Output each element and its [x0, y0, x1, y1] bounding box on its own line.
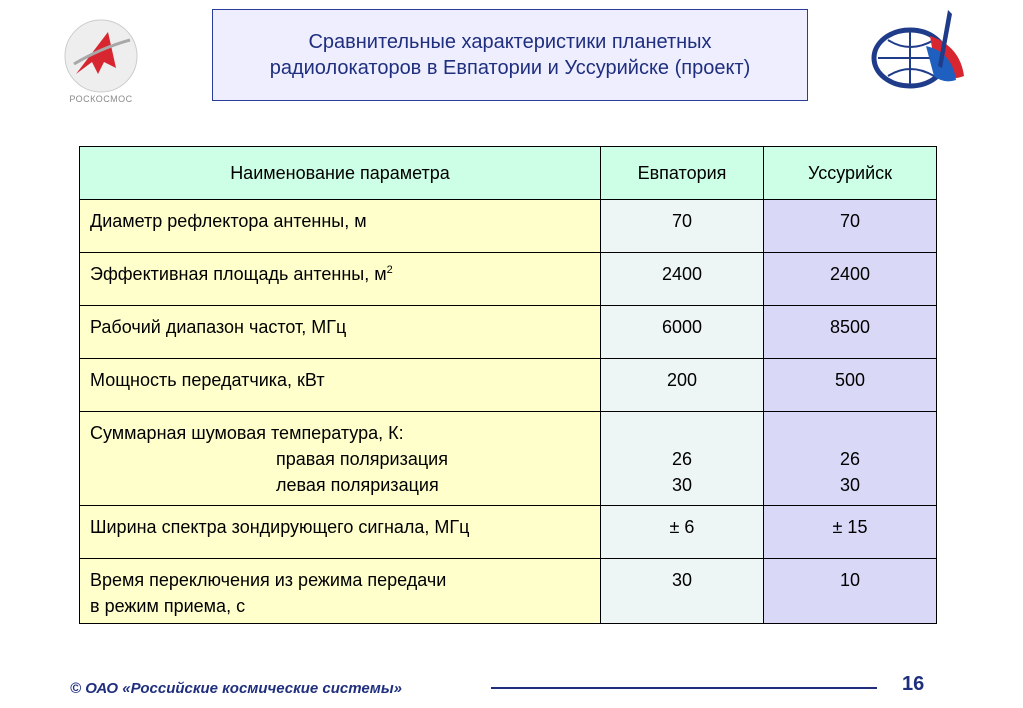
table-row: [80, 412, 937, 506]
column-header-parameter: Наименование параметра: [80, 147, 601, 200]
table-row: [80, 306, 937, 359]
row-name: Рабочий диапазон частот, МГц: [80, 306, 601, 359]
table-row: [80, 200, 937, 253]
roscosmos-logo-icon: [60, 18, 142, 94]
row-value-ussuriysk: 10: [764, 559, 937, 624]
title-line-1: Сравнительные характеристики планетных: [308, 31, 712, 53]
sub-item-left-polarization: левая поляризация: [276, 475, 439, 495]
roscosmos-logo: [60, 18, 142, 108]
title-line-2: радиолокаторов в Евпатории и Уссурийске (проект): [269, 57, 751, 79]
footer-copyright: © ОАО «Российские космические системы»: [70, 680, 403, 697]
row-name-text: Суммарная шумовая температура, К:: [90, 423, 404, 443]
value-left-polarization: 30: [839, 475, 861, 495]
column-header-evpatoria: Евпатория: [601, 147, 764, 200]
row-value-ussuriysk: 500: [764, 359, 937, 412]
row-name: Ширина спектра зондирующего сигнала, МГц: [80, 506, 601, 559]
row-value-evpatoria: 6000: [601, 306, 764, 359]
column-header-ussuriysk: Уссурийск: [764, 147, 937, 200]
row-name: [80, 253, 601, 306]
row-name-text: Эффективная площадь антенны, м: [90, 264, 387, 284]
table-header-row: [80, 147, 937, 200]
value-right-polarization: 26: [839, 449, 861, 469]
row-name-line-1: Время переключения из режима передачи: [90, 570, 447, 590]
row-value-ussuriysk: 70: [764, 200, 937, 253]
superscript: 2: [386, 264, 393, 276]
value-left-polarization: 30: [671, 475, 693, 495]
footer-divider: [491, 687, 877, 689]
row-value-evpatoria: 30: [601, 559, 764, 624]
row-name: Диаметр рефлектора антенны, м: [80, 200, 601, 253]
table-row: [80, 359, 937, 412]
row-name: [80, 412, 601, 506]
value-right-polarization: 26: [671, 449, 693, 469]
row-name-line-2: в режим приема, с: [90, 596, 246, 616]
table-row: [80, 253, 937, 306]
row-value-evpatoria: ± 6: [601, 506, 764, 559]
row-value-evpatoria: 2400: [601, 253, 764, 306]
row-name: Мощность передатчика, кВт: [80, 359, 601, 412]
sub-item-right-polarization: правая поляризация: [276, 449, 448, 469]
rks-logo: [868, 6, 974, 92]
row-value-evpatoria: 200: [601, 359, 764, 412]
rks-globe-rocket-logo-icon: [868, 6, 974, 92]
slide-title: [212, 9, 808, 101]
row-value-ussuriysk: [764, 412, 937, 506]
row-value-ussuriysk: 2400: [764, 253, 937, 306]
row-name: [80, 559, 601, 624]
table-row: [80, 506, 937, 559]
table-row: [80, 559, 937, 624]
parameters-table: [79, 146, 937, 624]
row-value-evpatoria: [601, 412, 764, 506]
row-value-evpatoria: 70: [601, 200, 764, 253]
page-number: 16: [902, 673, 925, 695]
logo-caption: РОСКОСМОС: [69, 94, 133, 104]
row-value-ussuriysk: 8500: [764, 306, 937, 359]
row-value-ussuriysk: ± 15: [764, 506, 937, 559]
